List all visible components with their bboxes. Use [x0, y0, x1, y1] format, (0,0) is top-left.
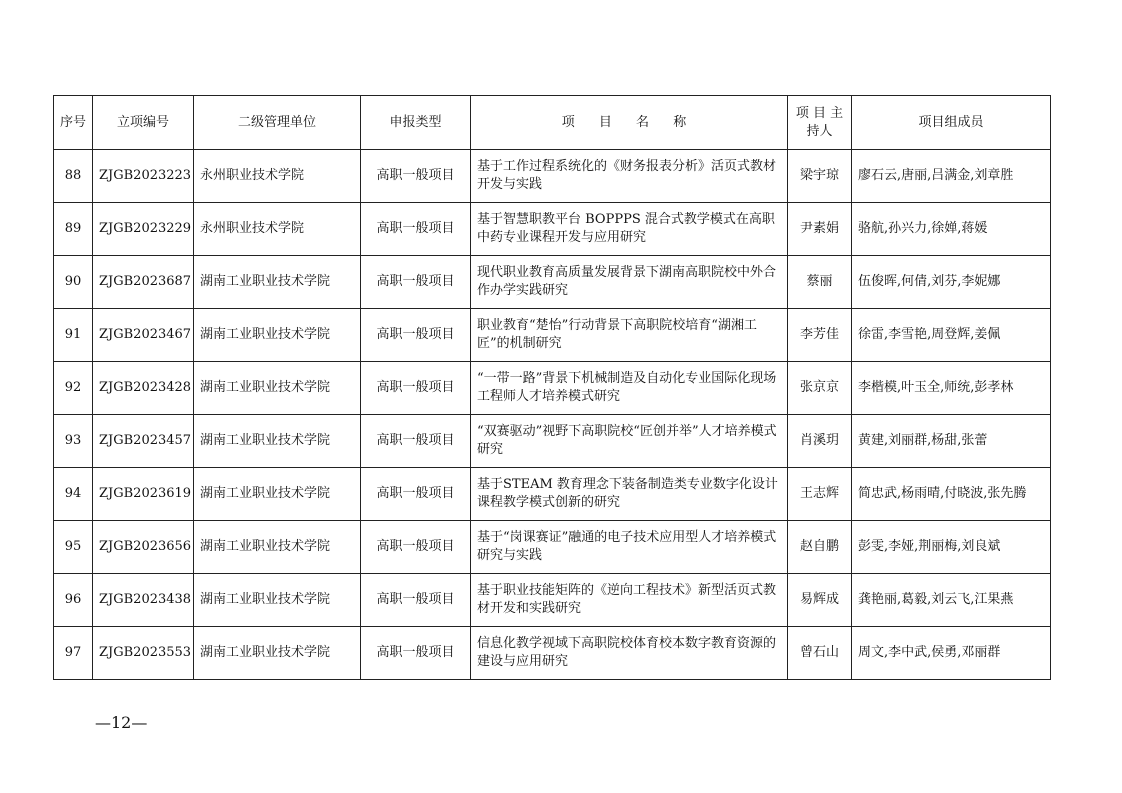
table-row [54, 203, 1051, 256]
cell-lead: 张京京 [788, 362, 852, 415]
table-body [54, 150, 1051, 680]
cell-lead: 尹素娟 [788, 203, 852, 256]
cell-no: 94 [54, 468, 93, 521]
cell-type: 高职一般项目 [361, 150, 471, 203]
cell-code: ZJGB2023428 [93, 362, 194, 415]
cell-org: 湖南工业职业技术学院 [194, 468, 361, 521]
table-row [54, 574, 1051, 627]
cell-no: 93 [54, 415, 93, 468]
cell-no: 89 [54, 203, 93, 256]
cell-code: ZJGB2023619 [93, 468, 194, 521]
cell-members: 廖石云,唐丽,吕满金,刘章胜 [852, 150, 1051, 203]
cell-lead: 肖溪玥 [788, 415, 852, 468]
cell-code: ZJGB2023687 [93, 256, 194, 309]
cell-code: ZJGB2023229 [93, 203, 194, 256]
cell-no: 91 [54, 309, 93, 362]
cell-type: 高职一般项目 [361, 468, 471, 521]
header-lead: 项 目 主持人 [788, 96, 852, 150]
projects-table [53, 95, 1051, 680]
cell-no: 88 [54, 150, 93, 203]
cell-no: 95 [54, 521, 93, 574]
cell-no: 97 [54, 627, 93, 680]
header-org: 二级管理单位 [194, 96, 361, 150]
table-row [54, 521, 1051, 574]
cell-title: 现代职业教育高质量发展背景下湖南高职院校中外合作办学实践研究 [471, 256, 788, 309]
cell-org: 湖南工业职业技术学院 [194, 627, 361, 680]
cell-type: 高职一般项目 [361, 309, 471, 362]
header-no: 序号 [54, 96, 93, 150]
cell-title: 职业教育“楚怡”行动背景下高职院校培育“湖湘工匠”的机制研究 [471, 309, 788, 362]
cell-org: 永州职业技术学院 [194, 203, 361, 256]
cell-type: 高职一般项目 [361, 256, 471, 309]
cell-type: 高职一般项目 [361, 574, 471, 627]
cell-type: 高职一般项目 [361, 362, 471, 415]
header-code: 立项编号 [93, 96, 194, 150]
table-row [54, 309, 1051, 362]
cell-type: 高职一般项目 [361, 203, 471, 256]
cell-title: 基于工作过程系统化的《财务报表分析》活页式教材开发与实践 [471, 150, 788, 203]
table-row [54, 150, 1051, 203]
cell-lead: 蔡丽 [788, 256, 852, 309]
cell-title: 基于智慧职教平台 BOPPPS 混合式教学模式在高职中药专业课程开发与应用研究 [471, 203, 788, 256]
cell-lead: 李芳佳 [788, 309, 852, 362]
cell-members: 骆航,孙兴力,徐婵,蒋媛 [852, 203, 1051, 256]
cell-org: 永州职业技术学院 [194, 150, 361, 203]
cell-title: “一带一路”背景下机械制造及自动化专业国际化现场工程师人才培养模式研究 [471, 362, 788, 415]
table-row [54, 627, 1051, 680]
cell-code: ZJGB2023223 [93, 150, 194, 203]
cell-code: ZJGB2023656 [93, 521, 194, 574]
cell-lead: 易辉成 [788, 574, 852, 627]
table-header [54, 96, 1051, 150]
table-row [54, 468, 1051, 521]
cell-members: 简忠武,杨雨晴,付晓波,张先腾 [852, 468, 1051, 521]
cell-code: ZJGB2023553 [93, 627, 194, 680]
cell-no: 90 [54, 256, 93, 309]
cell-members: 伍俊晖,何倩,刘芬,李妮娜 [852, 256, 1051, 309]
header-type: 申报类型 [361, 96, 471, 150]
cell-no: 92 [54, 362, 93, 415]
cell-members: 黄建,刘丽群,杨甜,张蕾 [852, 415, 1051, 468]
cell-org: 湖南工业职业技术学院 [194, 309, 361, 362]
cell-org: 湖南工业职业技术学院 [194, 521, 361, 574]
table-row [54, 256, 1051, 309]
cell-lead: 梁宇琼 [788, 150, 852, 203]
cell-members: 龚艳丽,葛毅,刘云飞,江果燕 [852, 574, 1051, 627]
cell-title: 基于“岗课赛证”融通的电子技术应用型人才培养模式研究与实践 [471, 521, 788, 574]
cell-code: ZJGB2023467 [93, 309, 194, 362]
cell-type: 高职一般项目 [361, 521, 471, 574]
cell-lead: 曾石山 [788, 627, 852, 680]
cell-org: 湖南工业职业技术学院 [194, 415, 361, 468]
table-row [54, 415, 1051, 468]
cell-type: 高职一般项目 [361, 415, 471, 468]
cell-lead: 王志辉 [788, 468, 852, 521]
cell-code: ZJGB2023457 [93, 415, 194, 468]
cell-title: “双赛驱动”视野下高职院校“匠创并举”人才培养模式研究 [471, 415, 788, 468]
header-row [54, 96, 1051, 150]
cell-title: 基于STEAM 教育理念下装备制造类专业数字化设计课程教学模式创新的研究 [471, 468, 788, 521]
page-number: —12— [95, 713, 148, 732]
cell-org: 湖南工业职业技术学院 [194, 574, 361, 627]
cell-org: 湖南工业职业技术学院 [194, 362, 361, 415]
cell-members: 彭雯,李娅,荆丽梅,刘良斌 [852, 521, 1051, 574]
cell-members: 徐雷,李雪艳,周登辉,姜佩 [852, 309, 1051, 362]
cell-type: 高职一般项目 [361, 627, 471, 680]
cell-lead: 赵自鹏 [788, 521, 852, 574]
table-row [54, 362, 1051, 415]
header-members: 项目组成员 [852, 96, 1051, 150]
cell-members: 李楷模,叶玉全,师统,彭孝林 [852, 362, 1051, 415]
cell-code: ZJGB2023438 [93, 574, 194, 627]
cell-members: 周文,李中武,侯勇,邓丽群 [852, 627, 1051, 680]
cell-title: 基于职业技能矩阵的《逆向工程技术》新型活页式教材开发和实践研究 [471, 574, 788, 627]
cell-org: 湖南工业职业技术学院 [194, 256, 361, 309]
header-title: 项 目 名 称 [471, 96, 788, 150]
cell-no: 96 [54, 574, 93, 627]
cell-title: 信息化教学视域下高职院校体育校本数字教育资源的建设与应用研究 [471, 627, 788, 680]
